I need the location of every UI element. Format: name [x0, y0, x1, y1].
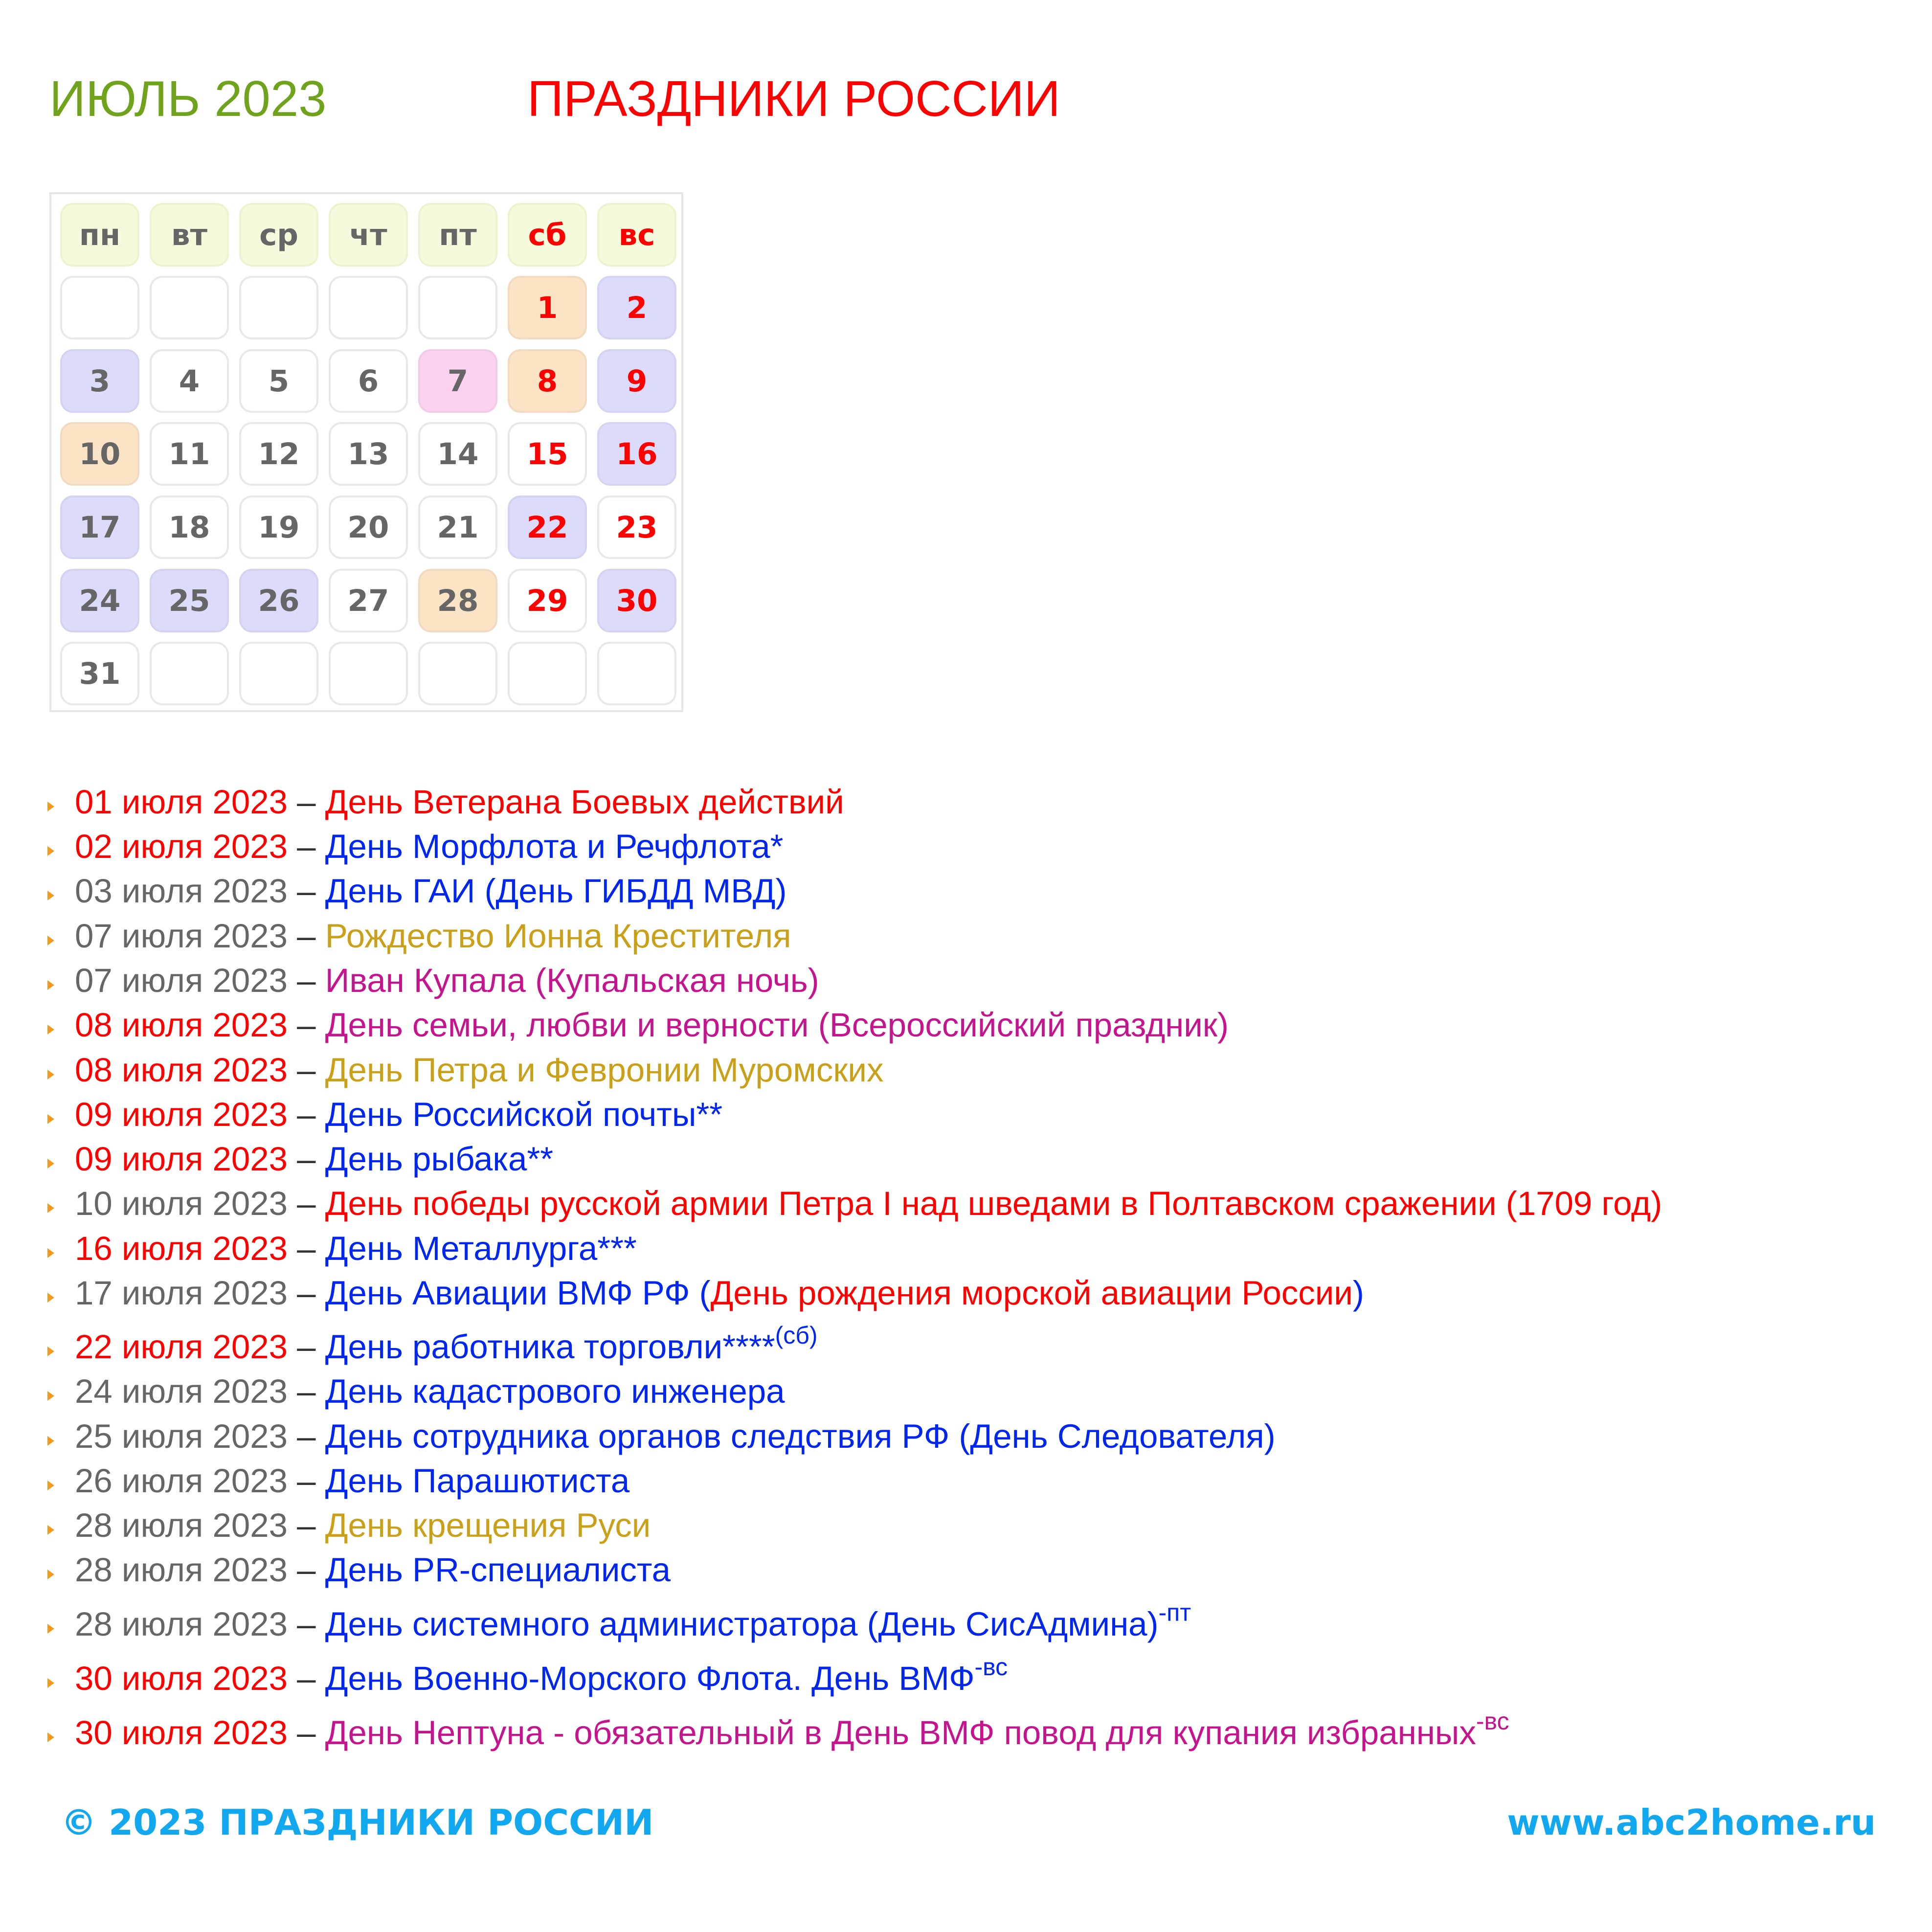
holiday-name: День Парашютиста [325, 1462, 630, 1500]
calendar-day[interactable]: 20 [329, 495, 408, 559]
calendar-empty-cell [418, 642, 497, 705]
holiday-date: 01 июля 2023 [75, 783, 288, 821]
holiday-name: День системного администратора (День СисАдмина) [325, 1605, 1159, 1643]
holiday-name: День Военно-Морского Флота. День ВМФ [325, 1660, 975, 1697]
calendar-empty-cell [150, 276, 229, 339]
holiday-date: 28 июля 2023 [75, 1605, 288, 1643]
holiday-date: 07 июля 2023 [75, 962, 288, 999]
calendar-day[interactable]: 3 [60, 349, 139, 413]
holiday-name: День ГАИ (День ГИБДД МВД) [325, 872, 787, 910]
holiday-item [75, 1142, 553, 1176]
calendar-day[interactable]: 13 [329, 422, 408, 486]
holiday-name: День PR-специалиста [325, 1551, 671, 1589]
calendar-day[interactable]: 8 [508, 349, 587, 413]
calendar-day[interactable]: 7 [418, 349, 497, 413]
holiday-date: 26 июля 2023 [75, 1462, 288, 1500]
holiday-date: 02 июля 2023 [75, 828, 288, 865]
holiday-date: 17 июля 2023 [75, 1274, 288, 1312]
date-separator: – [288, 1006, 325, 1044]
weekday-header: ср [239, 203, 318, 267]
holiday-date: 22 июля 2023 [75, 1328, 288, 1366]
bullet-arrow-icon [47, 1293, 54, 1303]
holiday-note-superscript: -вс [1476, 1707, 1509, 1735]
date-separator: – [288, 917, 325, 955]
date-separator: – [288, 828, 325, 865]
date-separator: – [288, 1605, 325, 1643]
bullet-arrow-icon [47, 802, 54, 811]
calendar-day[interactable]: 15 [508, 422, 587, 486]
calendar-empty-cell [329, 276, 408, 339]
weekday-header: пт [418, 203, 497, 267]
bullet-arrow-icon [47, 1732, 54, 1742]
holiday-name: День работника торговли**** [325, 1328, 775, 1366]
date-separator: – [288, 1051, 325, 1089]
bullet-arrow-icon [47, 1678, 54, 1688]
bullet-arrow-icon [47, 1436, 54, 1446]
holiday-name: День семьи, любви и верности (Всероссийский праздник) [325, 1006, 1229, 1044]
footer-copyright: © 2023 ПРАЗДНИКИ РОССИИ [61, 1802, 654, 1843]
bullet-arrow-icon [47, 1159, 54, 1168]
holiday-name: День рождения морской авиации России [710, 1274, 1353, 1312]
calendar-day[interactable]: 16 [597, 422, 676, 486]
calendar-day[interactable]: 10 [60, 422, 139, 486]
calendar-day[interactable]: 1 [508, 276, 587, 339]
calendar-day[interactable]: 4 [150, 349, 229, 413]
bullet-arrow-icon [47, 1025, 54, 1034]
calendar-day[interactable]: 27 [329, 569, 408, 632]
calendar-day[interactable]: 21 [418, 495, 497, 559]
holiday-date: 07 июля 2023 [75, 917, 288, 955]
holiday-item [75, 1187, 1662, 1220]
holiday-date: 16 июля 2023 [75, 1230, 288, 1267]
bullet-arrow-icon [47, 1248, 54, 1258]
bullet-arrow-icon [47, 1391, 54, 1401]
holiday-item [75, 1053, 883, 1087]
holiday-name: День Российской почты** [325, 1096, 723, 1133]
holiday-note-superscript: (сб) [775, 1322, 818, 1349]
calendar-day[interactable]: 28 [418, 569, 497, 632]
page-title: ПРАЗДНИКИ РОССИИ [527, 70, 1060, 127]
holiday-item [75, 1508, 651, 1542]
calendar-empty-cell [597, 642, 676, 705]
calendar-empty-cell [239, 642, 318, 705]
holiday-note-superscript: -вс [974, 1653, 1008, 1681]
date-separator: – [288, 962, 325, 999]
holiday-date: 08 июля 2023 [75, 1051, 288, 1089]
holiday-item [75, 830, 784, 863]
holiday-item [75, 874, 786, 908]
month-title: ИЮЛЬ 2023 [49, 70, 327, 127]
bullet-arrow-icon [47, 891, 54, 900]
calendar-day[interactable]: 19 [239, 495, 318, 559]
calendar-day[interactable]: 31 [60, 642, 139, 705]
holiday-date: 30 июля 2023 [75, 1660, 288, 1697]
holiday-date: 28 июля 2023 [75, 1551, 288, 1589]
holiday-item [75, 964, 819, 997]
date-separator: – [288, 1714, 325, 1752]
holiday-item [75, 1464, 629, 1498]
calendar-day[interactable]: 24 [60, 569, 139, 632]
holiday-name: День Металлурга*** [325, 1230, 637, 1267]
bullet-arrow-icon [47, 1203, 54, 1213]
weekday-header: вс [597, 203, 676, 267]
calendar-day[interactable]: 9 [597, 349, 676, 413]
weekday-header: пн [60, 203, 139, 267]
calendar-day[interactable]: 12 [239, 422, 318, 486]
weekday-header: вт [150, 203, 229, 267]
date-separator: – [288, 1462, 325, 1500]
date-separator: – [288, 1230, 325, 1267]
holiday-item [75, 1098, 722, 1131]
date-separator: – [288, 1417, 325, 1455]
holiday-item [75, 1322, 818, 1366]
calendar-day[interactable]: 14 [418, 422, 497, 486]
calendar-day[interactable]: 6 [329, 349, 408, 413]
calendar-empty-cell [150, 642, 229, 705]
holiday-name: День сотрудника органов следствия РФ (День Следователя) [325, 1417, 1276, 1455]
holiday-name: ) [1352, 1274, 1364, 1312]
holiday-name: День рыбака** [325, 1140, 554, 1178]
holiday-date: 24 июля 2023 [75, 1372, 288, 1410]
holiday-date: 28 июля 2023 [75, 1506, 288, 1544]
calendar-day[interactable]: 17 [60, 495, 139, 559]
holiday-date: 09 июля 2023 [75, 1096, 288, 1133]
bullet-arrow-icon [47, 1114, 54, 1124]
holiday-name: День Петра и Февронии Муромских [325, 1051, 884, 1089]
date-separator: – [288, 1506, 325, 1544]
calendar-empty-cell [239, 276, 318, 339]
holiday-item [75, 1553, 671, 1587]
holiday-date: 10 июля 2023 [75, 1185, 288, 1222]
holiday-item [75, 1599, 1191, 1643]
bullet-arrow-icon [47, 1070, 54, 1079]
calendar-day[interactable]: 5 [239, 349, 318, 413]
weekday-header: чт [329, 203, 408, 267]
calendar-empty-cell [508, 642, 587, 705]
holiday-name: День Морфлота и Речфлота* [325, 828, 784, 865]
holiday-date: 30 июля 2023 [75, 1714, 288, 1752]
bullet-arrow-icon [47, 1525, 54, 1535]
bullet-arrow-icon [47, 1481, 54, 1490]
bullet-arrow-icon [47, 1347, 54, 1356]
date-separator: – [288, 1660, 325, 1697]
holiday-item [75, 1008, 1229, 1042]
calendar-day[interactable]: 29 [508, 569, 587, 632]
calendar-empty-cell [418, 276, 497, 339]
bullet-arrow-icon [47, 846, 54, 856]
holiday-item [75, 1419, 1276, 1453]
holiday-date: 08 июля 2023 [75, 1006, 288, 1044]
holiday-date: 09 июля 2023 [75, 1140, 288, 1178]
date-separator: – [288, 1328, 325, 1366]
holiday-item [75, 785, 844, 819]
holiday-name: День Ветерана Боевых действий [325, 783, 844, 821]
holiday-name: День крещения Руси [325, 1506, 651, 1544]
calendar-day[interactable]: 25 [150, 569, 229, 632]
date-separator: – [288, 872, 325, 910]
holiday-name: Иван Купала (Купальская ночь) [325, 962, 819, 999]
holiday-item [75, 1653, 1008, 1697]
bullet-arrow-icon [47, 980, 54, 990]
holiday-date: 03 июля 2023 [75, 872, 288, 910]
holiday-date: 25 июля 2023 [75, 1417, 288, 1455]
calendar-day[interactable]: 26 [239, 569, 318, 632]
calendar-day[interactable]: 18 [150, 495, 229, 559]
holiday-item [75, 1232, 637, 1265]
month-calendar [49, 192, 683, 712]
calendar-day[interactable]: 30 [597, 569, 676, 632]
holiday-name: День победы русской армии Петра I над шведами в Полтавском сражении (1709 год) [325, 1185, 1662, 1222]
date-separator: – [288, 1551, 325, 1589]
holiday-item [75, 1707, 1509, 1752]
holiday-name: День Нептуна - обязательный в День ВМФ повод для купания избранных [325, 1714, 1476, 1752]
bullet-arrow-icon [47, 1570, 54, 1579]
bullet-arrow-icon [47, 1624, 54, 1634]
holiday-item [75, 1276, 1364, 1310]
holiday-name: День Авиации ВМФ РФ ( [325, 1274, 711, 1312]
calendar-day[interactable]: 11 [150, 422, 229, 486]
bullet-arrow-icon [47, 936, 54, 945]
holiday-name: День кадастрового инженера [325, 1372, 785, 1410]
date-separator: – [288, 1185, 325, 1222]
calendar-day[interactable]: 22 [508, 495, 587, 559]
calendar-day[interactable]: 23 [597, 495, 676, 559]
holiday-item [75, 919, 791, 953]
date-separator: – [288, 1372, 325, 1410]
date-separator: – [288, 1274, 325, 1312]
weekday-header: сб [508, 203, 587, 267]
calendar-day[interactable]: 2 [597, 276, 676, 339]
date-separator: – [288, 783, 325, 821]
holiday-note-superscript: -пт [1158, 1599, 1191, 1626]
holiday-item [75, 1374, 785, 1408]
holiday-name: Рождество Ионна Крестителя [325, 917, 791, 955]
calendar-empty-cell [329, 642, 408, 705]
footer-site-link[interactable]: www.abc2home.ru [1507, 1802, 1876, 1843]
calendar-empty-cell [60, 276, 139, 339]
date-separator: – [288, 1140, 325, 1178]
date-separator: – [288, 1096, 325, 1133]
